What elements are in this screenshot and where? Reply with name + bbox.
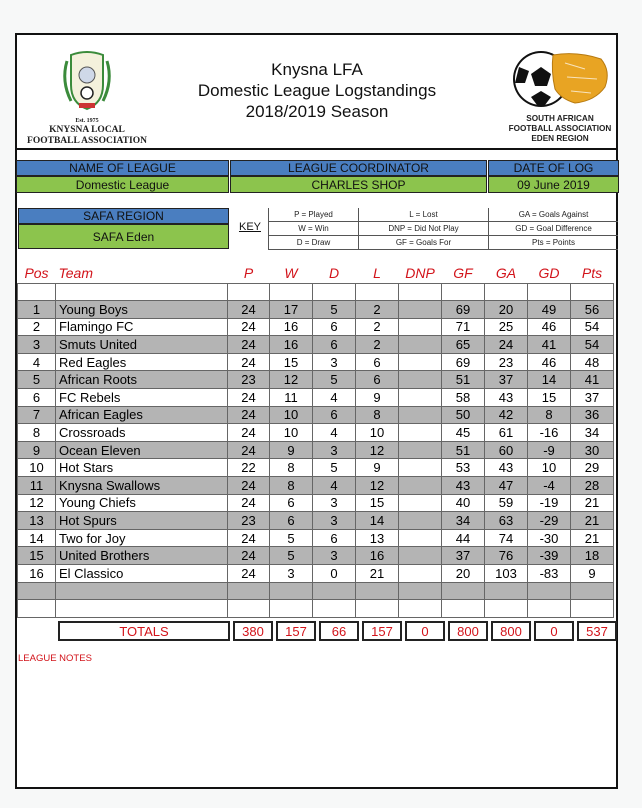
standings-table: [17, 263, 614, 618]
cell-gd: -29: [528, 512, 571, 530]
cell-gd: 8: [528, 406, 571, 424]
cell-gd: -39: [528, 547, 571, 565]
cell-pos: 7: [18, 406, 56, 424]
cell-gd: -30: [528, 529, 571, 547]
table-row: [18, 301, 614, 319]
cell-ga: 43: [485, 459, 528, 477]
coordinator-label: LEAGUE COORDINATOR: [230, 160, 487, 176]
cell-d: 4: [313, 477, 356, 495]
cell-team: African Eagles: [56, 406, 228, 424]
cell-w: 16: [270, 318, 313, 336]
cell-pts: 18: [571, 547, 614, 565]
cell-ga: 42: [485, 406, 528, 424]
table-row: [18, 477, 614, 495]
cell-gf: 69: [442, 301, 485, 319]
cell-l: 2: [356, 336, 399, 354]
cell-dnp: [399, 459, 442, 477]
cell-w: 17: [270, 301, 313, 319]
cell-pos: 13: [18, 512, 56, 530]
cell-pts: 28: [571, 477, 614, 495]
cell-team: Crossroads: [56, 424, 228, 442]
date-label: DATE OF LOG: [488, 160, 619, 176]
cell-dnp: [399, 371, 442, 389]
left-logo-line1: KNYSNA LOCAL: [49, 125, 125, 135]
title-line3: 2018/2019 Season: [245, 102, 389, 121]
cell-dnp: [399, 512, 442, 530]
cell-p: 24: [228, 529, 270, 547]
right-logo-line1: SOUTH AFRICAN: [526, 114, 594, 123]
cell-pos: 4: [18, 353, 56, 371]
cell-pts: 54: [571, 318, 614, 336]
cell-pts: 48: [571, 353, 614, 371]
cell-pos: 2: [18, 318, 56, 336]
cell-l: 2: [356, 301, 399, 319]
cell-gf: 53: [442, 459, 485, 477]
cell-ga: 24: [485, 336, 528, 354]
cell-d: 3: [313, 441, 356, 459]
totals-l: 157: [362, 621, 402, 641]
cell-d: 6: [313, 406, 356, 424]
table-row: [18, 441, 614, 459]
cell-d: 4: [313, 424, 356, 442]
cell-ga: 43: [485, 389, 528, 407]
cell-pos: 6: [18, 389, 56, 407]
cell-pos: 11: [18, 477, 56, 495]
cell-l: 8: [356, 406, 399, 424]
cell-pts: 34: [571, 424, 614, 442]
cell-pos: 12: [18, 494, 56, 512]
cell-ga: 74: [485, 529, 528, 547]
cell-team: Flamingo FC: [56, 318, 228, 336]
cell-pos: 10: [18, 459, 56, 477]
cell-l: 12: [356, 441, 399, 459]
column-header-pts: Pts: [581, 264, 603, 281]
right-logo-line3: EDEN REGION: [531, 134, 589, 143]
cell-gd: -9: [528, 441, 571, 459]
league-notes-label: LEAGUE NOTES: [18, 653, 92, 664]
cell-p: 24: [228, 336, 270, 354]
cell-gd: -16: [528, 424, 571, 442]
cell-p: 24: [228, 547, 270, 565]
cell-d: 5: [313, 301, 356, 319]
cell-p: 24: [228, 441, 270, 459]
cell-dnp: [399, 424, 442, 442]
empty-row: [18, 582, 614, 600]
cell-gf: 44: [442, 529, 485, 547]
cell-p: 24: [228, 424, 270, 442]
column-header-ga: GA: [495, 264, 517, 281]
cell-l: 16: [356, 547, 399, 565]
column-header-gf: GF: [453, 264, 473, 281]
key-label: KEY: [238, 221, 261, 233]
cell-team: Smuts United: [56, 336, 228, 354]
totals-pts: 537: [577, 621, 617, 641]
column-header-gd: GD: [538, 264, 560, 281]
key-lost: L = Lost: [358, 208, 488, 222]
cell-w: 3: [270, 565, 313, 583]
cell-d: 6: [313, 529, 356, 547]
empty-row: [18, 600, 614, 618]
date-value: 09 June 2019: [488, 176, 619, 193]
cell-ga: 61: [485, 424, 528, 442]
cell-ga: 23: [485, 353, 528, 371]
column-header-d: D: [328, 264, 340, 281]
cell-d: 5: [313, 459, 356, 477]
cell-dnp: [399, 441, 442, 459]
cell-team: Young Boys: [56, 301, 228, 319]
key-goals-against: GA = Goals Against: [488, 208, 618, 222]
cell-w: 9: [270, 441, 313, 459]
region-label: SAFA REGION: [18, 208, 229, 224]
cell-pts: 9: [571, 565, 614, 583]
cell-d: 3: [313, 512, 356, 530]
key-goals-for: GF = Goals For: [358, 236, 488, 250]
cell-d: 3: [313, 547, 356, 565]
table-row: [18, 494, 614, 512]
knysna-crest-icon: [21, 47, 153, 113]
cell-d: 3: [313, 353, 356, 371]
cell-pts: 29: [571, 459, 614, 477]
sheet-header: [17, 35, 616, 150]
cell-dnp: [399, 353, 442, 371]
cell-gf: 20: [442, 565, 485, 583]
cell-pts: 21: [571, 512, 614, 530]
right-logo-line2: FOOTBALL ASSOCIATION: [508, 124, 612, 133]
cell-gf: 40: [442, 494, 485, 512]
totals-gd: 0: [534, 621, 574, 641]
cell-l: 15: [356, 494, 399, 512]
region-value: SAFA Eden: [18, 224, 229, 249]
totals-label: TOTALS: [58, 621, 230, 641]
cell-pos: 1: [18, 301, 56, 319]
cell-gd: 46: [528, 353, 571, 371]
cell-w: 11: [270, 389, 313, 407]
cell-dnp: [399, 477, 442, 495]
safa-ball-map-icon: [505, 49, 615, 109]
cell-pos: 15: [18, 547, 56, 565]
cell-w: 10: [270, 424, 313, 442]
table-row: [18, 459, 614, 477]
cell-gd: 49: [528, 301, 571, 319]
table-row: [18, 547, 614, 565]
cell-dnp: [399, 547, 442, 565]
cell-ga: 25: [485, 318, 528, 336]
cell-l: 9: [356, 459, 399, 477]
cell-gd: -83: [528, 565, 571, 583]
cell-w: 15: [270, 353, 313, 371]
cell-dnp: [399, 529, 442, 547]
cell-p: 23: [228, 512, 270, 530]
table-row: [18, 318, 614, 336]
cell-w: 12: [270, 371, 313, 389]
column-header-w: W: [284, 264, 298, 281]
table-row: [18, 512, 614, 530]
key-did-not-play: DNP = Did Not Play: [358, 222, 488, 236]
cell-l: 9: [356, 389, 399, 407]
title-line2: Domestic League Logstandings: [197, 81, 437, 100]
cell-l: 10: [356, 424, 399, 442]
cell-dnp: [399, 336, 442, 354]
coordinator-value: CHARLES SHOP: [230, 176, 487, 193]
cell-team: United Brothers: [56, 547, 228, 565]
cell-p: 24: [228, 406, 270, 424]
standings-header-row: [18, 263, 614, 283]
cell-gf: 34: [442, 512, 485, 530]
cell-l: 13: [356, 529, 399, 547]
table-row: [18, 406, 614, 424]
cell-gd: 41: [528, 336, 571, 354]
cell-pts: 56: [571, 301, 614, 319]
cell-gd: 10: [528, 459, 571, 477]
cell-w: 8: [270, 477, 313, 495]
key-win: W = Win: [268, 222, 358, 236]
safa-eden-logo: [505, 49, 615, 147]
cell-pos: 3: [18, 336, 56, 354]
key-points: Pts = Points: [488, 236, 618, 250]
cell-ga: 59: [485, 494, 528, 512]
cell-pos: 5: [18, 371, 56, 389]
cell-p: 22: [228, 459, 270, 477]
cell-d: 3: [313, 494, 356, 512]
cell-d: 6: [313, 318, 356, 336]
totals-gf: 800: [448, 621, 488, 641]
cell-p: 24: [228, 565, 270, 583]
knysna-lfa-logo: [21, 47, 153, 145]
est-label: Est. 1975: [75, 118, 99, 124]
cell-ga: 103: [485, 565, 528, 583]
cell-team: Knysna Swallows: [56, 477, 228, 495]
cell-d: 5: [313, 371, 356, 389]
cell-pts: 21: [571, 494, 614, 512]
cell-gf: 50: [442, 406, 485, 424]
cell-w: 8: [270, 459, 313, 477]
cell-pts: 30: [571, 441, 614, 459]
table-spacer-row: [18, 283, 614, 301]
cell-team: FC Rebels: [56, 389, 228, 407]
sheet-title: [167, 59, 467, 122]
cell-gf: 71: [442, 318, 485, 336]
totals-ga: 800: [491, 621, 531, 641]
cell-p: 24: [228, 477, 270, 495]
cell-w: 6: [270, 512, 313, 530]
title-line1: Knysna LFA: [271, 60, 363, 79]
key-goal-difference: GD = Goal Difference: [488, 222, 618, 236]
left-logo-line2: FOOTBALL ASSOCIATION: [27, 136, 147, 146]
cell-l: 12: [356, 477, 399, 495]
cell-pts: 36: [571, 406, 614, 424]
column-header-team: Team: [58, 264, 94, 281]
cell-pos: 14: [18, 529, 56, 547]
cell-gd: 14: [528, 371, 571, 389]
totals-row: [58, 621, 617, 641]
cell-ga: 37: [485, 371, 528, 389]
cell-gf: 58: [442, 389, 485, 407]
cell-gd: -4: [528, 477, 571, 495]
cell-d: 6: [313, 336, 356, 354]
cell-gf: 43: [442, 477, 485, 495]
cell-d: 4: [313, 389, 356, 407]
cell-team: Hot Stars: [56, 459, 228, 477]
cell-dnp: [399, 318, 442, 336]
column-header-pos: Pos: [24, 264, 49, 281]
cell-pos: 16: [18, 565, 56, 583]
cell-pos: 8: [18, 424, 56, 442]
cell-dnp: [399, 565, 442, 583]
totals-dnp: 0: [405, 621, 445, 641]
cell-p: 24: [228, 301, 270, 319]
table-row: [18, 371, 614, 389]
cell-ga: 20: [485, 301, 528, 319]
cell-dnp: [399, 389, 442, 407]
totals-p: 380: [233, 621, 273, 641]
cell-team: Red Eagles: [56, 353, 228, 371]
cell-team: Ocean Eleven: [56, 441, 228, 459]
cell-gf: 45: [442, 424, 485, 442]
cell-p: 24: [228, 389, 270, 407]
column-header-l: L: [373, 264, 381, 281]
cell-dnp: [399, 494, 442, 512]
totals-w: 157: [276, 621, 316, 641]
cell-gf: 37: [442, 547, 485, 565]
cell-team: Two for Joy: [56, 529, 228, 547]
cell-pts: 37: [571, 389, 614, 407]
cell-gd: 15: [528, 389, 571, 407]
totals-d: 66: [319, 621, 359, 641]
cell-ga: 63: [485, 512, 528, 530]
column-header-p: P: [243, 264, 254, 281]
cell-gf: 51: [442, 441, 485, 459]
cell-w: 6: [270, 494, 313, 512]
cell-dnp: [399, 406, 442, 424]
table-row: [18, 336, 614, 354]
cell-pts: 54: [571, 336, 614, 354]
cell-w: 16: [270, 336, 313, 354]
cell-p: 24: [228, 494, 270, 512]
cell-w: 5: [270, 529, 313, 547]
column-header-dnp: DNP: [405, 264, 435, 281]
cell-l: 2: [356, 318, 399, 336]
cell-gf: 51: [442, 371, 485, 389]
cell-ga: 76: [485, 547, 528, 565]
cell-team: African Roots: [56, 371, 228, 389]
cell-gf: 69: [442, 353, 485, 371]
cell-dnp: [399, 301, 442, 319]
cell-team: Hot Spurs: [56, 512, 228, 530]
cell-ga: 60: [485, 441, 528, 459]
cell-pts: 41: [571, 371, 614, 389]
cell-l: 14: [356, 512, 399, 530]
table-row: [18, 565, 614, 583]
cell-pos: 9: [18, 441, 56, 459]
cell-w: 10: [270, 406, 313, 424]
league-name-label: NAME OF LEAGUE: [16, 160, 229, 176]
cell-p: 24: [228, 318, 270, 336]
cell-gf: 65: [442, 336, 485, 354]
cell-w: 5: [270, 547, 313, 565]
key-draw: D = Draw: [268, 236, 358, 250]
totals-table: [55, 621, 620, 641]
table-row: [18, 389, 614, 407]
cell-d: 0: [313, 565, 356, 583]
table-row: [18, 529, 614, 547]
cell-p: 23: [228, 371, 270, 389]
cell-l: 6: [356, 371, 399, 389]
league-name-value: Domestic League: [16, 176, 229, 193]
key-played: P = Played: [268, 208, 358, 222]
cell-team: Young Chiefs: [56, 494, 228, 512]
cell-team: El Classico: [56, 565, 228, 583]
table-row: [18, 424, 614, 442]
cell-l: 21: [356, 565, 399, 583]
cell-p: 24: [228, 353, 270, 371]
cell-gd: -19: [528, 494, 571, 512]
cell-pts: 21: [571, 529, 614, 547]
cell-ga: 47: [485, 477, 528, 495]
table-row: [18, 353, 614, 371]
cell-gd: 46: [528, 318, 571, 336]
cell-l: 6: [356, 353, 399, 371]
